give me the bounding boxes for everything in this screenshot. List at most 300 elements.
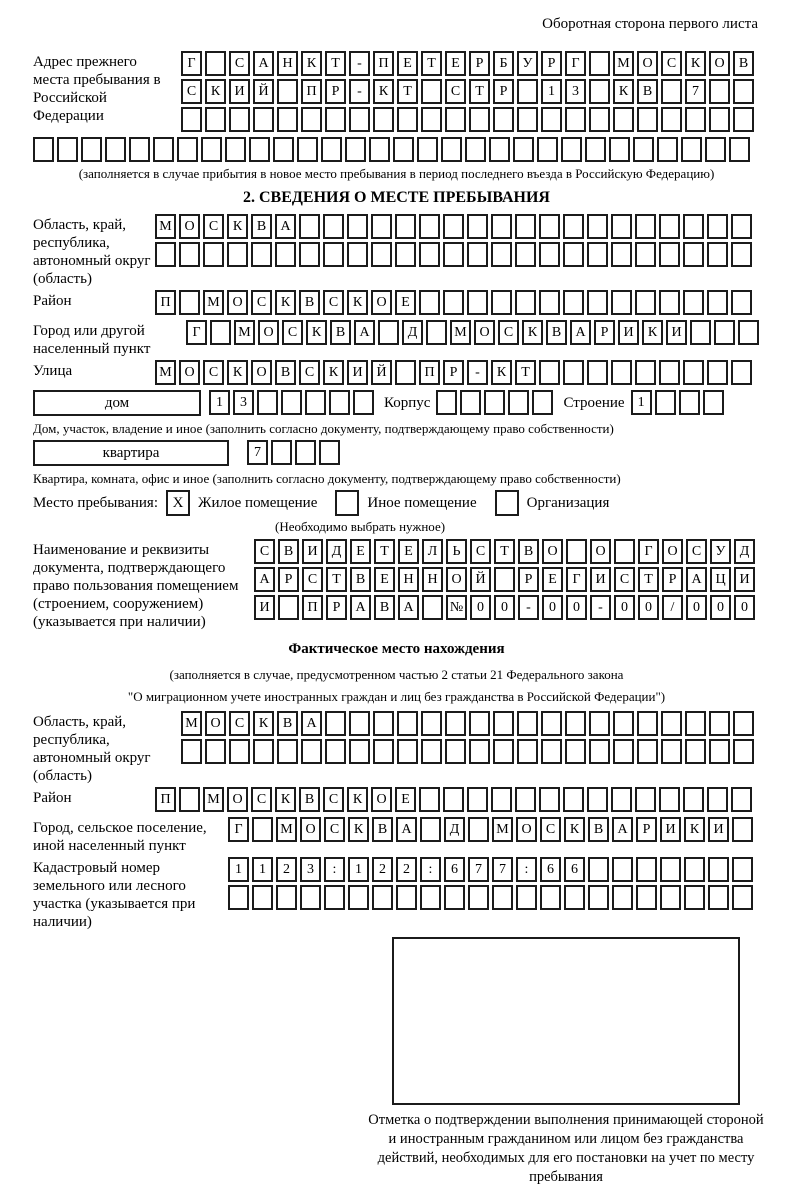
char-cell[interactable]: Д — [734, 539, 755, 564]
char-cell[interactable] — [443, 290, 464, 315]
char-cell[interactable] — [732, 885, 753, 910]
char-cell[interactable]: В — [588, 817, 609, 842]
char-cell[interactable] — [709, 79, 730, 104]
char-cell[interactable] — [445, 107, 466, 132]
char-cell[interactable]: О — [258, 320, 279, 345]
char-cell[interactable] — [732, 817, 753, 842]
char-cell[interactable]: Е — [395, 787, 416, 812]
char-cell[interactable]: С — [302, 567, 323, 592]
char-cell[interactable] — [349, 711, 370, 736]
char-cell[interactable]: С — [661, 51, 682, 76]
char-cell[interactable]: А — [350, 595, 371, 620]
char-cell[interactable] — [468, 885, 489, 910]
char-cell[interactable] — [494, 567, 515, 592]
char-cell[interactable]: К — [227, 360, 248, 385]
char-cell[interactable] — [397, 711, 418, 736]
char-cell[interactable] — [609, 137, 630, 162]
char-cell[interactable] — [253, 739, 274, 764]
char-cell[interactable] — [657, 137, 678, 162]
char-cell[interactable] — [635, 360, 656, 385]
char-cell[interactable]: Л — [422, 539, 443, 564]
char-cell[interactable] — [685, 739, 706, 764]
char-cell[interactable] — [105, 137, 126, 162]
char-cell[interactable]: С — [181, 79, 202, 104]
char-cell[interactable]: Й — [371, 360, 392, 385]
char-cell[interactable] — [636, 885, 657, 910]
char-cell[interactable] — [683, 290, 704, 315]
char-cell[interactable]: К — [301, 51, 322, 76]
char-cell[interactable]: 0 — [542, 595, 563, 620]
char-cell[interactable]: А — [253, 51, 274, 76]
char-cell[interactable]: К — [373, 79, 394, 104]
char-cell[interactable] — [465, 137, 486, 162]
char-cell[interactable]: А — [686, 567, 707, 592]
char-cell[interactable] — [443, 214, 464, 239]
char-cell[interactable] — [707, 214, 728, 239]
char-cell[interactable]: С — [686, 539, 707, 564]
char-cell[interactable] — [684, 885, 705, 910]
char-cell[interactable]: / — [662, 595, 683, 620]
char-cell[interactable] — [611, 214, 632, 239]
char-cell[interactable] — [661, 739, 682, 764]
char-cell[interactable] — [563, 242, 584, 267]
char-cell[interactable] — [635, 290, 656, 315]
char-cell[interactable]: И — [302, 539, 323, 564]
char-cell[interactable] — [372, 885, 393, 910]
char-cell[interactable] — [57, 137, 78, 162]
char-cell[interactable]: Е — [350, 539, 371, 564]
char-cell[interactable]: С — [282, 320, 303, 345]
char-cell[interactable]: М — [613, 51, 634, 76]
checkbox-residential[interactable]: X — [166, 490, 190, 516]
char-cell[interactable] — [445, 739, 466, 764]
char-cell[interactable] — [33, 137, 54, 162]
char-cell[interactable] — [585, 137, 606, 162]
char-cell[interactable] — [541, 711, 562, 736]
char-cell[interactable]: А — [612, 817, 633, 842]
char-cell[interactable]: 7 — [492, 857, 513, 882]
char-cell[interactable]: Ь — [446, 539, 467, 564]
char-cell[interactable] — [660, 885, 681, 910]
char-cell[interactable] — [611, 242, 632, 267]
char-cell[interactable]: В — [372, 817, 393, 842]
char-cell[interactable]: С — [203, 360, 224, 385]
char-cell[interactable]: В — [277, 711, 298, 736]
char-cell[interactable]: К — [253, 711, 274, 736]
char-cell[interactable]: К — [275, 290, 296, 315]
char-cell[interactable] — [347, 214, 368, 239]
char-cell[interactable] — [539, 360, 560, 385]
char-cell[interactable] — [420, 817, 441, 842]
char-cell[interactable] — [563, 290, 584, 315]
char-cell[interactable] — [319, 440, 340, 465]
char-cell[interactable]: Р — [326, 595, 347, 620]
char-cell[interactable] — [539, 787, 560, 812]
char-cell[interactable] — [589, 711, 610, 736]
char-cell[interactable] — [637, 711, 658, 736]
char-cell[interactable] — [517, 739, 538, 764]
char-cell[interactable] — [537, 137, 558, 162]
char-cell[interactable]: О — [474, 320, 495, 345]
char-cell[interactable] — [323, 242, 344, 267]
char-cell[interactable] — [683, 360, 704, 385]
char-cell[interactable] — [467, 214, 488, 239]
char-cell[interactable] — [422, 595, 443, 620]
char-cell[interactable] — [491, 787, 512, 812]
char-cell[interactable]: А — [396, 817, 417, 842]
char-cell[interactable]: И — [254, 595, 275, 620]
char-cell[interactable]: Р — [443, 360, 464, 385]
char-cell[interactable] — [731, 787, 752, 812]
char-cell[interactable] — [348, 885, 369, 910]
char-cell[interactable]: О — [590, 539, 611, 564]
char-cell[interactable]: А — [301, 711, 322, 736]
char-cell[interactable] — [276, 885, 297, 910]
char-cell[interactable] — [516, 885, 537, 910]
char-cell[interactable]: М — [203, 290, 224, 315]
char-cell[interactable] — [661, 711, 682, 736]
char-cell[interactable] — [421, 739, 442, 764]
checkbox-organization[interactable] — [495, 490, 519, 516]
char-cell[interactable]: И — [618, 320, 639, 345]
char-cell[interactable] — [201, 137, 222, 162]
char-cell[interactable]: П — [373, 51, 394, 76]
char-cell[interactable] — [305, 390, 326, 415]
char-cell[interactable] — [563, 787, 584, 812]
char-cell[interactable] — [227, 242, 248, 267]
char-cell[interactable] — [517, 79, 538, 104]
char-cell[interactable] — [420, 885, 441, 910]
char-cell[interactable]: В — [518, 539, 539, 564]
char-cell[interactable] — [301, 739, 322, 764]
char-cell[interactable]: М — [276, 817, 297, 842]
char-cell[interactable] — [373, 739, 394, 764]
char-cell[interactable]: 6 — [564, 857, 585, 882]
char-cell[interactable] — [417, 137, 438, 162]
char-cell[interactable] — [683, 214, 704, 239]
char-cell[interactable] — [347, 242, 368, 267]
char-cell[interactable]: В — [374, 595, 395, 620]
char-cell[interactable] — [517, 711, 538, 736]
char-cell[interactable] — [324, 885, 345, 910]
char-cell[interactable]: О — [227, 290, 248, 315]
char-cell[interactable] — [179, 290, 200, 315]
char-cell[interactable] — [679, 390, 700, 415]
char-cell[interactable]: Т — [638, 567, 659, 592]
char-cell[interactable] — [731, 290, 752, 315]
char-cell[interactable]: Н — [277, 51, 298, 76]
char-cell[interactable] — [565, 739, 586, 764]
char-cell[interactable] — [636, 857, 657, 882]
char-cell[interactable] — [731, 242, 752, 267]
char-cell[interactable] — [396, 885, 417, 910]
char-cell[interactable]: С — [540, 817, 561, 842]
char-cell[interactable] — [660, 857, 681, 882]
char-cell[interactable] — [566, 539, 587, 564]
char-cell[interactable]: А — [570, 320, 591, 345]
char-cell[interactable]: О — [516, 817, 537, 842]
char-cell[interactable] — [515, 290, 536, 315]
char-cell[interactable]: 0 — [638, 595, 659, 620]
char-cell[interactable]: И — [347, 360, 368, 385]
char-cell[interactable]: К — [491, 360, 512, 385]
char-cell[interactable]: 7 — [247, 440, 268, 465]
char-cell[interactable] — [493, 711, 514, 736]
char-cell[interactable] — [733, 107, 754, 132]
char-cell[interactable] — [349, 739, 370, 764]
char-cell[interactable] — [611, 360, 632, 385]
char-cell[interactable] — [611, 787, 632, 812]
char-cell[interactable] — [419, 214, 440, 239]
char-cell[interactable] — [443, 242, 464, 267]
char-cell[interactable] — [707, 787, 728, 812]
char-cell[interactable] — [690, 320, 711, 345]
char-cell[interactable] — [468, 817, 489, 842]
char-cell[interactable] — [426, 320, 447, 345]
char-cell[interactable] — [707, 242, 728, 267]
char-cell[interactable] — [297, 137, 318, 162]
char-cell[interactable]: И — [590, 567, 611, 592]
char-cell[interactable]: 6 — [540, 857, 561, 882]
char-cell[interactable] — [703, 390, 724, 415]
char-cell[interactable]: Т — [421, 51, 442, 76]
char-cell[interactable] — [273, 137, 294, 162]
char-cell[interactable]: М — [492, 817, 513, 842]
char-cell[interactable]: М — [234, 320, 255, 345]
char-cell[interactable]: Н — [422, 567, 443, 592]
char-cell[interactable] — [277, 79, 298, 104]
char-cell[interactable]: П — [301, 79, 322, 104]
char-cell[interactable] — [371, 242, 392, 267]
char-cell[interactable]: 6 — [444, 857, 465, 882]
char-cell[interactable] — [484, 390, 505, 415]
char-cell[interactable] — [515, 242, 536, 267]
char-cell[interactable] — [612, 885, 633, 910]
char-cell[interactable] — [378, 320, 399, 345]
char-cell[interactable] — [513, 137, 534, 162]
char-cell[interactable]: М — [155, 360, 176, 385]
char-cell[interactable] — [281, 390, 302, 415]
char-cell[interactable]: : — [324, 857, 345, 882]
char-cell[interactable] — [614, 539, 635, 564]
char-cell[interactable] — [587, 242, 608, 267]
char-cell[interactable]: О — [662, 539, 683, 564]
char-cell[interactable] — [444, 885, 465, 910]
char-cell[interactable] — [539, 214, 560, 239]
char-cell[interactable] — [249, 137, 270, 162]
char-cell[interactable]: Е — [395, 290, 416, 315]
char-cell[interactable]: В — [299, 290, 320, 315]
char-cell[interactable]: Р — [469, 51, 490, 76]
char-cell[interactable] — [729, 137, 750, 162]
char-cell[interactable] — [613, 107, 634, 132]
char-cell[interactable]: О — [637, 51, 658, 76]
char-cell[interactable]: С — [251, 290, 272, 315]
char-cell[interactable]: Т — [326, 567, 347, 592]
char-cell[interactable] — [685, 107, 706, 132]
char-cell[interactable] — [325, 739, 346, 764]
char-cell[interactable]: Е — [397, 51, 418, 76]
char-cell[interactable] — [683, 242, 704, 267]
char-cell[interactable] — [205, 739, 226, 764]
char-cell[interactable]: Й — [470, 567, 491, 592]
char-cell[interactable]: А — [254, 567, 275, 592]
char-cell[interactable]: К — [564, 817, 585, 842]
char-cell[interactable] — [587, 290, 608, 315]
char-cell[interactable] — [532, 390, 553, 415]
char-cell[interactable]: С — [229, 51, 250, 76]
char-cell[interactable]: - — [518, 595, 539, 620]
char-cell[interactable]: И — [660, 817, 681, 842]
char-cell[interactable]: В — [299, 787, 320, 812]
char-cell[interactable]: В — [330, 320, 351, 345]
char-cell[interactable] — [611, 290, 632, 315]
char-cell[interactable]: О — [300, 817, 321, 842]
char-cell[interactable] — [732, 857, 753, 882]
char-cell[interactable]: - — [467, 360, 488, 385]
char-cell[interactable]: 2 — [372, 857, 393, 882]
char-cell[interactable]: : — [420, 857, 441, 882]
char-cell[interactable] — [155, 242, 176, 267]
char-cell[interactable] — [659, 360, 680, 385]
char-cell[interactable] — [612, 857, 633, 882]
char-cell[interactable] — [419, 290, 440, 315]
char-cell[interactable] — [661, 79, 682, 104]
char-cell[interactable]: 1 — [631, 390, 652, 415]
char-cell[interactable]: Т — [494, 539, 515, 564]
char-cell[interactable] — [708, 857, 729, 882]
char-cell[interactable] — [371, 214, 392, 239]
char-cell[interactable] — [181, 107, 202, 132]
char-cell[interactable] — [655, 390, 676, 415]
char-cell[interactable]: 2 — [396, 857, 417, 882]
char-cell[interactable]: : — [516, 857, 537, 882]
char-cell[interactable] — [349, 107, 370, 132]
char-cell[interactable]: Р — [518, 567, 539, 592]
char-cell[interactable]: М — [155, 214, 176, 239]
char-cell[interactable]: 3 — [565, 79, 586, 104]
char-cell[interactable] — [153, 137, 174, 162]
char-cell[interactable] — [277, 739, 298, 764]
char-cell[interactable]: 1 — [252, 857, 273, 882]
char-cell[interactable]: П — [419, 360, 440, 385]
char-cell[interactable]: А — [354, 320, 375, 345]
char-cell[interactable]: Т — [469, 79, 490, 104]
char-cell[interactable]: Д — [402, 320, 423, 345]
char-cell[interactable] — [635, 787, 656, 812]
char-cell[interactable] — [633, 137, 654, 162]
char-cell[interactable] — [229, 107, 250, 132]
char-cell[interactable] — [251, 242, 272, 267]
char-cell[interactable] — [467, 290, 488, 315]
char-cell[interactable]: В — [278, 539, 299, 564]
char-cell[interactable]: В — [637, 79, 658, 104]
char-cell[interactable] — [228, 885, 249, 910]
char-cell[interactable] — [421, 107, 442, 132]
char-cell[interactable]: С — [254, 539, 275, 564]
char-cell[interactable] — [589, 107, 610, 132]
char-cell[interactable]: П — [302, 595, 323, 620]
char-cell[interactable] — [181, 739, 202, 764]
char-cell[interactable]: Т — [397, 79, 418, 104]
char-cell[interactable] — [492, 885, 513, 910]
char-cell[interactable] — [563, 214, 584, 239]
char-cell[interactable]: Ц — [710, 567, 731, 592]
char-cell[interactable] — [714, 320, 735, 345]
char-cell[interactable]: Г — [638, 539, 659, 564]
char-cell[interactable]: С — [470, 539, 491, 564]
char-cell[interactable] — [541, 739, 562, 764]
char-cell[interactable]: Е — [445, 51, 466, 76]
char-cell[interactable] — [467, 787, 488, 812]
char-cell[interactable]: Г — [181, 51, 202, 76]
char-cell[interactable] — [421, 711, 442, 736]
char-cell[interactable] — [659, 290, 680, 315]
char-cell[interactable] — [565, 107, 586, 132]
char-cell[interactable] — [301, 107, 322, 132]
char-cell[interactable] — [373, 711, 394, 736]
char-cell[interactable] — [685, 711, 706, 736]
char-cell[interactable]: В — [546, 320, 567, 345]
char-cell[interactable] — [469, 711, 490, 736]
char-cell[interactable]: И — [229, 79, 250, 104]
char-cell[interactable] — [561, 137, 582, 162]
char-cell[interactable]: К — [347, 787, 368, 812]
char-cell[interactable]: 1 — [541, 79, 562, 104]
char-cell[interactable] — [179, 242, 200, 267]
char-cell[interactable] — [325, 107, 346, 132]
char-cell[interactable] — [539, 290, 560, 315]
char-cell[interactable]: О — [446, 567, 467, 592]
char-cell[interactable]: О — [205, 711, 226, 736]
char-cell[interactable]: К — [642, 320, 663, 345]
char-cell[interactable]: В — [275, 360, 296, 385]
char-cell[interactable]: Р — [662, 567, 683, 592]
char-cell[interactable]: 0 — [734, 595, 755, 620]
char-cell[interactable] — [271, 440, 292, 465]
char-cell[interactable]: С — [445, 79, 466, 104]
char-cell[interactable] — [443, 787, 464, 812]
char-cell[interactable] — [300, 885, 321, 910]
char-cell[interactable]: О — [709, 51, 730, 76]
char-cell[interactable]: 0 — [614, 595, 635, 620]
char-cell[interactable] — [419, 787, 440, 812]
char-cell[interactable] — [203, 242, 224, 267]
char-cell[interactable] — [731, 214, 752, 239]
char-cell[interactable] — [257, 390, 278, 415]
char-cell[interactable] — [587, 214, 608, 239]
char-cell[interactable] — [683, 787, 704, 812]
char-cell[interactable]: В — [733, 51, 754, 76]
char-cell[interactable]: В — [350, 567, 371, 592]
char-cell[interactable]: 3 — [300, 857, 321, 882]
char-cell[interactable] — [613, 739, 634, 764]
char-cell[interactable] — [205, 107, 226, 132]
char-cell[interactable]: 0 — [686, 595, 707, 620]
char-cell[interactable] — [587, 787, 608, 812]
char-cell[interactable] — [733, 79, 754, 104]
char-cell[interactable]: О — [227, 787, 248, 812]
char-cell[interactable]: Р — [636, 817, 657, 842]
char-cell[interactable] — [460, 390, 481, 415]
char-cell[interactable] — [129, 137, 150, 162]
char-cell[interactable]: 3 — [233, 390, 254, 415]
char-cell[interactable]: К — [306, 320, 327, 345]
char-cell[interactable] — [589, 739, 610, 764]
char-cell[interactable] — [707, 360, 728, 385]
char-cell[interactable] — [517, 107, 538, 132]
char-cell[interactable] — [436, 390, 457, 415]
